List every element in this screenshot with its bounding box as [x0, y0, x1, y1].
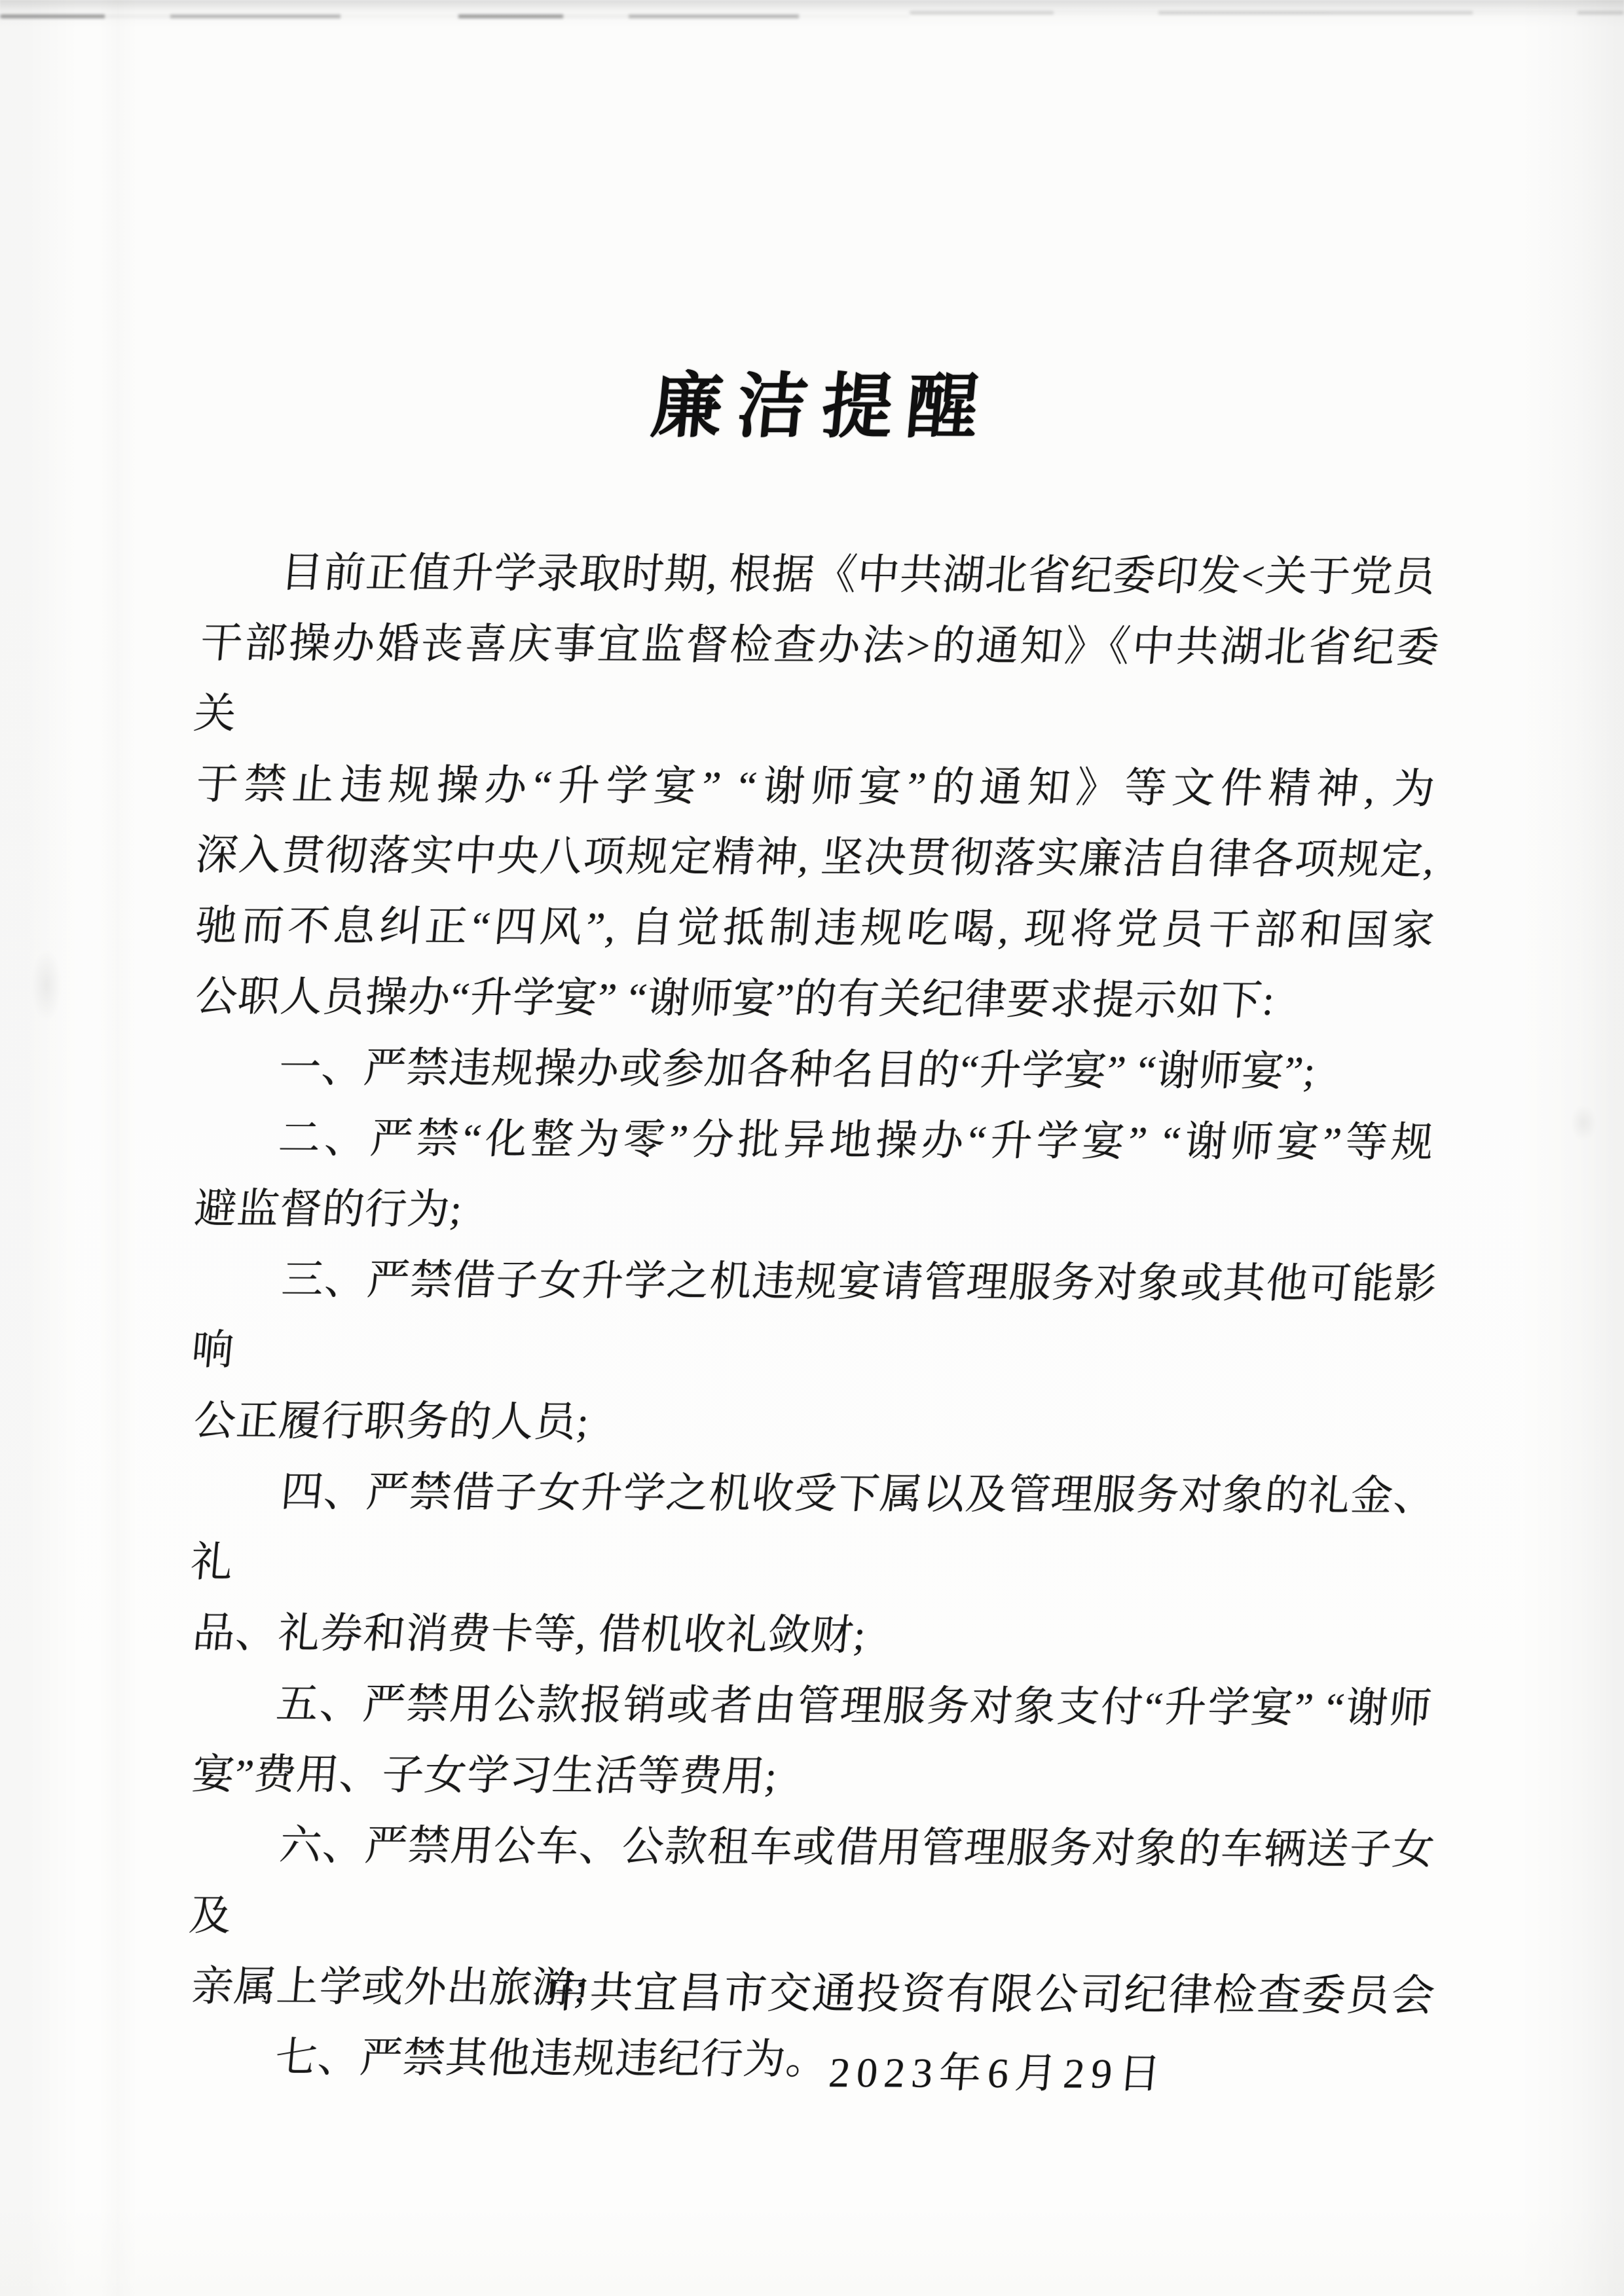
signature-line: 中共宜昌市交通投资有限公司纪律检查委员会	[543, 1969, 1439, 2020]
body-line: 三、严禁借子女升学之机违规宴请管理服务对象或其他可能影响	[189, 1256, 1439, 1374]
body-line: 六、严禁用公车、公款租车或借用管理服务对象的车辆送子女及	[187, 1821, 1437, 1939]
body-line: 二、严禁“化整为零”分批异地操办“升学宴” “谢师宴”等规	[276, 1114, 1436, 1166]
body-line: 于禁止违规操办“升学宴” “谢师宴”的通知》等文件精神, 为	[194, 761, 1437, 812]
body-line: 一、严禁违规操办或参加各种名目的“升学宴” “谢师宴”;	[276, 1044, 1318, 1095]
page-title: 廉洁提醒	[648, 368, 996, 448]
body-line: 四、严禁借子女升学之机收受下属以及管理服务对象的礼金、礼	[189, 1468, 1439, 1586]
body-line: 宴”费用、子女学习生活等费用;	[190, 1751, 780, 1800]
date-line: 2023年6月29日	[826, 2049, 1170, 2098]
body-line: 目前正值升学录取时期, 根据《中共湖北省纪委印发<关于党员	[278, 549, 1439, 600]
body-line: 品、礼券和消费卡等, 借机收礼敛财;	[191, 1609, 868, 1659]
document-body	[187, 537, 1442, 2097]
body-line: 干部操办婚丧喜庆事宜监督检查办法>的通知》《中共湖北省纪委 关	[192, 619, 1442, 737]
body-line: 深入贯彻落实中央八项规定精神, 坚决贯彻落实廉洁自律各项规定,	[194, 831, 1437, 883]
body-line: 公正履行职务的人员;	[191, 1397, 592, 1446]
body-line: 亲属上学或外出旅游;	[189, 1963, 589, 2011]
body-line: 五、严禁用公款报销或者由管理服务对象支付“升学宴” “谢师	[274, 1680, 1434, 1732]
body-line: 七、严禁其他违规违纪行为。	[273, 2033, 831, 2083]
body-line: 避监督的行为;	[193, 1185, 465, 1233]
body-line: 驰而不息纠正“四风”, 自觉抵制违规吃喝, 现将党员干部和国家	[193, 902, 1437, 954]
body-line: 公职人员操办“升学宴” “谢师宴”的有关纪律要求提示如下:	[193, 973, 1278, 1024]
